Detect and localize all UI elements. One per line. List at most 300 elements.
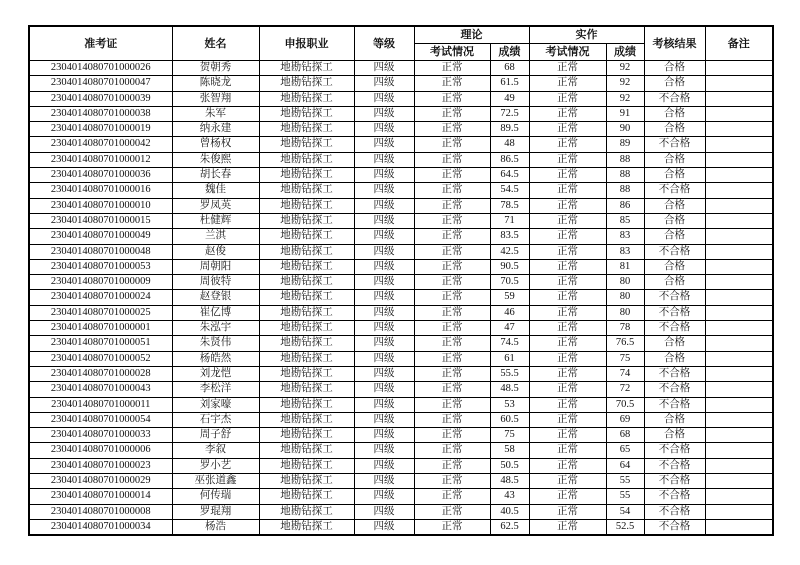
cell-admission-no: 2304014080701000034 xyxy=(29,519,172,535)
cell-theory-exam-status: 正常 xyxy=(414,183,490,198)
cell-theory-exam-status: 正常 xyxy=(414,259,490,274)
cell-occupation: 地勘钻探工 xyxy=(259,321,354,336)
cell-name: 胡长春 xyxy=(172,168,259,183)
cell-name: 张智翔 xyxy=(172,91,259,106)
cell-admission-no: 2304014080701000039 xyxy=(29,91,172,106)
table-row xyxy=(29,168,773,183)
cell-admission-no: 2304014080701000048 xyxy=(29,244,172,259)
cell-result: 不合格 xyxy=(644,489,705,504)
cell-practical-exam-status: 正常 xyxy=(529,152,606,167)
cell-occupation: 地勘钻探工 xyxy=(259,76,354,91)
cell-name: 杨浩 xyxy=(172,519,259,535)
cell-name: 李叙 xyxy=(172,443,259,458)
cell-practical-exam-status: 正常 xyxy=(529,519,606,535)
cell-remarks xyxy=(705,152,773,167)
cell-theory-exam-status: 正常 xyxy=(414,76,490,91)
cell-result: 合格 xyxy=(644,76,705,91)
header-row-top xyxy=(29,26,773,44)
cell-remarks xyxy=(705,366,773,381)
cell-practical-exam-status: 正常 xyxy=(529,489,606,504)
cell-admission-no: 2304014080701000025 xyxy=(29,305,172,320)
table-row xyxy=(29,336,773,351)
cell-occupation: 地勘钻探工 xyxy=(259,152,354,167)
cell-result: 合格 xyxy=(644,412,705,427)
cell-name: 杨皓然 xyxy=(172,351,259,366)
cell-practical-exam-status: 正常 xyxy=(529,382,606,397)
cell-remarks xyxy=(705,351,773,366)
cell-level: 四级 xyxy=(354,137,414,152)
cell-occupation: 地勘钻探工 xyxy=(259,229,354,244)
cell-theory-exam-status: 正常 xyxy=(414,61,490,76)
cell-name: 朱泓宇 xyxy=(172,321,259,336)
cell-remarks xyxy=(705,183,773,198)
table-row xyxy=(29,412,773,427)
cell-result: 合格 xyxy=(644,351,705,366)
table-header xyxy=(29,26,773,61)
cell-occupation: 地勘钻探工 xyxy=(259,198,354,213)
cell-practical-exam-status: 正常 xyxy=(529,428,606,443)
cell-level: 四级 xyxy=(354,244,414,259)
cell-occupation: 地勘钻探工 xyxy=(259,474,354,489)
table-row xyxy=(29,305,773,320)
cell-theory-score: 48.5 xyxy=(490,474,529,489)
cell-theory-score: 68 xyxy=(490,61,529,76)
cell-practical-exam-status: 正常 xyxy=(529,412,606,427)
cell-practical-exam-status: 正常 xyxy=(529,61,606,76)
cell-occupation: 地勘钻探工 xyxy=(259,91,354,106)
cell-theory-exam-status: 正常 xyxy=(414,412,490,427)
cell-practical-score: 88 xyxy=(606,168,644,183)
cell-theory-score: 78.5 xyxy=(490,198,529,213)
cell-admission-no: 2304014080701000006 xyxy=(29,443,172,458)
cell-occupation: 地勘钻探工 xyxy=(259,428,354,443)
table-body xyxy=(29,61,773,536)
cell-theory-score: 70.5 xyxy=(490,275,529,290)
cell-theory-exam-status: 正常 xyxy=(414,137,490,152)
cell-result: 不合格 xyxy=(644,290,705,305)
cell-practical-exam-status: 正常 xyxy=(529,244,606,259)
cell-level: 四级 xyxy=(354,336,414,351)
cell-occupation: 地勘钻探工 xyxy=(259,489,354,504)
cell-theory-exam-status: 正常 xyxy=(414,366,490,381)
cell-result: 不合格 xyxy=(644,443,705,458)
cell-theory-exam-status: 正常 xyxy=(414,519,490,535)
cell-result: 不合格 xyxy=(644,244,705,259)
cell-admission-no: 2304014080701000009 xyxy=(29,275,172,290)
cell-practical-exam-status: 正常 xyxy=(529,91,606,106)
cell-admission-no: 2304014080701000029 xyxy=(29,474,172,489)
cell-admission-no: 2304014080701000012 xyxy=(29,152,172,167)
cell-occupation: 地勘钻探工 xyxy=(259,366,354,381)
cell-level: 四级 xyxy=(354,229,414,244)
cell-name: 罗凤英 xyxy=(172,198,259,213)
cell-occupation: 地勘钻探工 xyxy=(259,519,354,535)
cell-name: 周朝阳 xyxy=(172,259,259,274)
col-header-practical-group: 实作 xyxy=(529,26,644,44)
cell-practical-exam-status: 正常 xyxy=(529,504,606,519)
cell-level: 四级 xyxy=(354,259,414,274)
col-header-occupation: 申报职业 xyxy=(259,26,354,61)
cell-name: 巫张道鑫 xyxy=(172,474,259,489)
cell-theory-exam-status: 正常 xyxy=(414,213,490,228)
cell-practical-score: 91 xyxy=(606,106,644,121)
cell-theory-score: 71 xyxy=(490,213,529,228)
cell-admission-no: 2304014080701000024 xyxy=(29,290,172,305)
cell-remarks xyxy=(705,305,773,320)
table-row xyxy=(29,458,773,473)
cell-level: 四级 xyxy=(354,168,414,183)
cell-admission-no: 2304014080701000026 xyxy=(29,61,172,76)
cell-level: 四级 xyxy=(354,122,414,137)
cell-remarks xyxy=(705,443,773,458)
cell-name: 朱贤伟 xyxy=(172,336,259,351)
cell-theory-score: 49 xyxy=(490,91,529,106)
cell-level: 四级 xyxy=(354,183,414,198)
cell-occupation: 地勘钻探工 xyxy=(259,183,354,198)
cell-name: 赵俊 xyxy=(172,244,259,259)
cell-remarks xyxy=(705,198,773,213)
cell-theory-score: 72.5 xyxy=(490,106,529,121)
cell-practical-score: 68 xyxy=(606,428,644,443)
cell-name: 石宇杰 xyxy=(172,412,259,427)
cell-practical-exam-status: 正常 xyxy=(529,366,606,381)
cell-occupation: 地勘钻探工 xyxy=(259,213,354,228)
cell-level: 四级 xyxy=(354,305,414,320)
cell-practical-exam-status: 正常 xyxy=(529,321,606,336)
cell-theory-exam-status: 正常 xyxy=(414,504,490,519)
cell-result: 不合格 xyxy=(644,397,705,412)
cell-remarks xyxy=(705,259,773,274)
cell-admission-no: 2304014080701000033 xyxy=(29,428,172,443)
cell-remarks xyxy=(705,122,773,137)
cell-remarks xyxy=(705,244,773,259)
cell-admission-no: 2304014080701000049 xyxy=(29,229,172,244)
cell-remarks xyxy=(705,229,773,244)
cell-practical-score: 55 xyxy=(606,489,644,504)
cell-practical-score: 81 xyxy=(606,259,644,274)
cell-remarks xyxy=(705,519,773,535)
cell-admission-no: 2304014080701000053 xyxy=(29,259,172,274)
cell-practical-score: 86 xyxy=(606,198,644,213)
cell-name: 刘家嚎 xyxy=(172,397,259,412)
cell-practical-exam-status: 正常 xyxy=(529,183,606,198)
cell-admission-no: 2304014080701000052 xyxy=(29,351,172,366)
cell-theory-exam-status: 正常 xyxy=(414,489,490,504)
table-row xyxy=(29,61,773,76)
cell-practical-exam-status: 正常 xyxy=(529,305,606,320)
cell-name: 朱军 xyxy=(172,106,259,121)
cell-level: 四级 xyxy=(354,91,414,106)
cell-occupation: 地勘钻探工 xyxy=(259,397,354,412)
cell-practical-score: 54 xyxy=(606,504,644,519)
cell-practical-score: 92 xyxy=(606,76,644,91)
table-row xyxy=(29,244,773,259)
cell-theory-score: 54.5 xyxy=(490,183,529,198)
cell-admission-no: 2304014080701000016 xyxy=(29,183,172,198)
cell-admission-no: 2304014080701000038 xyxy=(29,106,172,121)
cell-practical-score: 78 xyxy=(606,321,644,336)
cell-practical-score: 70.5 xyxy=(606,397,644,412)
cell-result: 合格 xyxy=(644,275,705,290)
cell-theory-score: 59 xyxy=(490,290,529,305)
cell-practical-exam-status: 正常 xyxy=(529,229,606,244)
cell-result: 不合格 xyxy=(644,366,705,381)
cell-remarks xyxy=(705,458,773,473)
table-row xyxy=(29,382,773,397)
cell-practical-score: 88 xyxy=(606,183,644,198)
cell-name: 兰淇 xyxy=(172,229,259,244)
cell-theory-score: 64.5 xyxy=(490,168,529,183)
cell-theory-score: 62.5 xyxy=(490,519,529,535)
cell-theory-score: 46 xyxy=(490,305,529,320)
cell-admission-no: 2304014080701000023 xyxy=(29,458,172,473)
cell-remarks xyxy=(705,213,773,228)
table-row xyxy=(29,321,773,336)
table-row xyxy=(29,290,773,305)
cell-name: 周彼特 xyxy=(172,275,259,290)
cell-practical-score: 69 xyxy=(606,412,644,427)
cell-result: 合格 xyxy=(644,259,705,274)
cell-practical-score: 92 xyxy=(606,61,644,76)
cell-remarks xyxy=(705,61,773,76)
cell-result: 不合格 xyxy=(644,183,705,198)
cell-theory-score: 60.5 xyxy=(490,412,529,427)
col-header-remarks: 备注 xyxy=(705,26,773,61)
cell-name: 罗小艺 xyxy=(172,458,259,473)
cell-level: 四级 xyxy=(354,443,414,458)
table-row xyxy=(29,106,773,121)
cell-level: 四级 xyxy=(354,504,414,519)
table-row xyxy=(29,183,773,198)
table-row xyxy=(29,428,773,443)
cell-result: 不合格 xyxy=(644,305,705,320)
cell-theory-exam-status: 正常 xyxy=(414,106,490,121)
cell-theory-score: 48.5 xyxy=(490,382,529,397)
cell-theory-exam-status: 正常 xyxy=(414,275,490,290)
col-header-theory-exam-status: 考试情况 xyxy=(414,44,490,61)
cell-practical-score: 83 xyxy=(606,244,644,259)
cell-level: 四级 xyxy=(354,474,414,489)
cell-level: 四级 xyxy=(354,428,414,443)
cell-level: 四级 xyxy=(354,61,414,76)
cell-practical-exam-status: 正常 xyxy=(529,213,606,228)
cell-occupation: 地勘钻探工 xyxy=(259,61,354,76)
cell-theory-exam-status: 正常 xyxy=(414,428,490,443)
cell-practical-score: 85 xyxy=(606,213,644,228)
cell-level: 四级 xyxy=(354,412,414,427)
cell-level: 四级 xyxy=(354,489,414,504)
cell-remarks xyxy=(705,168,773,183)
cell-name: 纳永建 xyxy=(172,122,259,137)
cell-name: 曾杨权 xyxy=(172,137,259,152)
cell-practical-score: 80 xyxy=(606,305,644,320)
cell-practical-exam-status: 正常 xyxy=(529,122,606,137)
cell-theory-exam-status: 正常 xyxy=(414,458,490,473)
cell-theory-score: 47 xyxy=(490,321,529,336)
cell-remarks xyxy=(705,489,773,504)
col-header-practical-score: 成绩 xyxy=(606,44,644,61)
cell-name: 崔亿博 xyxy=(172,305,259,320)
table-row xyxy=(29,351,773,366)
cell-level: 四级 xyxy=(354,198,414,213)
cell-theory-exam-status: 正常 xyxy=(414,168,490,183)
cell-theory-score: 90.5 xyxy=(490,259,529,274)
cell-practical-exam-status: 正常 xyxy=(529,275,606,290)
cell-admission-no: 2304014080701000019 xyxy=(29,122,172,137)
cell-name: 罗琨翔 xyxy=(172,504,259,519)
col-header-theory-score: 成绩 xyxy=(490,44,529,61)
cell-level: 四级 xyxy=(354,213,414,228)
cell-occupation: 地勘钻探工 xyxy=(259,259,354,274)
cell-practical-score: 65 xyxy=(606,443,644,458)
cell-practical-exam-status: 正常 xyxy=(529,259,606,274)
cell-admission-no: 2304014080701000042 xyxy=(29,137,172,152)
table-row xyxy=(29,504,773,519)
cell-result: 合格 xyxy=(644,106,705,121)
cell-name: 李松洋 xyxy=(172,382,259,397)
cell-admission-no: 2304014080701000054 xyxy=(29,412,172,427)
cell-name: 周子舒 xyxy=(172,428,259,443)
cell-practical-score: 64 xyxy=(606,458,644,473)
cell-remarks xyxy=(705,382,773,397)
cell-practical-exam-status: 正常 xyxy=(529,106,606,121)
cell-result: 合格 xyxy=(644,168,705,183)
cell-theory-exam-status: 正常 xyxy=(414,321,490,336)
cell-theory-score: 75 xyxy=(490,428,529,443)
cell-level: 四级 xyxy=(354,152,414,167)
cell-theory-score: 42.5 xyxy=(490,244,529,259)
cell-admission-no: 2304014080701000011 xyxy=(29,397,172,412)
col-header-level: 等级 xyxy=(354,26,414,61)
cell-remarks xyxy=(705,412,773,427)
cell-theory-score: 48 xyxy=(490,137,529,152)
cell-remarks xyxy=(705,137,773,152)
cell-name: 刘龙恺 xyxy=(172,366,259,381)
table-row xyxy=(29,76,773,91)
cell-occupation: 地勘钻探工 xyxy=(259,458,354,473)
cell-theory-exam-status: 正常 xyxy=(414,152,490,167)
cell-theory-score: 40.5 xyxy=(490,504,529,519)
cell-result: 合格 xyxy=(644,198,705,213)
cell-practical-score: 80 xyxy=(606,275,644,290)
cell-occupation: 地勘钻探工 xyxy=(259,305,354,320)
table-row xyxy=(29,489,773,504)
cell-theory-exam-status: 正常 xyxy=(414,336,490,351)
cell-level: 四级 xyxy=(354,290,414,305)
cell-theory-exam-status: 正常 xyxy=(414,290,490,305)
col-header-theory-group: 理论 xyxy=(414,26,529,44)
cell-practical-score: 52.5 xyxy=(606,519,644,535)
cell-admission-no: 2304014080701000008 xyxy=(29,504,172,519)
cell-result: 不合格 xyxy=(644,137,705,152)
cell-result: 不合格 xyxy=(644,382,705,397)
cell-theory-score: 61.5 xyxy=(490,76,529,91)
exam-results-table xyxy=(28,25,774,536)
cell-result: 合格 xyxy=(644,213,705,228)
cell-admission-no: 2304014080701000028 xyxy=(29,366,172,381)
cell-practical-score: 75 xyxy=(606,351,644,366)
cell-admission-no: 2304014080701000001 xyxy=(29,321,172,336)
table-row xyxy=(29,229,773,244)
cell-practical-score: 92 xyxy=(606,91,644,106)
cell-remarks xyxy=(705,275,773,290)
cell-level: 四级 xyxy=(354,458,414,473)
cell-remarks xyxy=(705,428,773,443)
cell-admission-no: 2304014080701000047 xyxy=(29,76,172,91)
cell-result: 合格 xyxy=(644,122,705,137)
cell-theory-score: 89.5 xyxy=(490,122,529,137)
cell-practical-exam-status: 正常 xyxy=(529,290,606,305)
cell-practical-score: 89 xyxy=(606,137,644,152)
table-row xyxy=(29,198,773,213)
cell-result: 合格 xyxy=(644,428,705,443)
cell-theory-score: 55.5 xyxy=(490,366,529,381)
cell-result: 不合格 xyxy=(644,458,705,473)
cell-result: 合格 xyxy=(644,152,705,167)
table-row xyxy=(29,275,773,290)
cell-practical-exam-status: 正常 xyxy=(529,336,606,351)
cell-level: 四级 xyxy=(354,397,414,412)
cell-practical-exam-status: 正常 xyxy=(529,443,606,458)
cell-level: 四级 xyxy=(354,76,414,91)
cell-occupation: 地勘钻探工 xyxy=(259,504,354,519)
table-row xyxy=(29,91,773,106)
cell-remarks xyxy=(705,474,773,489)
cell-occupation: 地勘钻探工 xyxy=(259,275,354,290)
cell-theory-score: 86.5 xyxy=(490,152,529,167)
cell-result: 合格 xyxy=(644,61,705,76)
cell-theory-score: 74.5 xyxy=(490,336,529,351)
cell-practical-exam-status: 正常 xyxy=(529,76,606,91)
cell-name: 杜健辉 xyxy=(172,213,259,228)
cell-theory-score: 61 xyxy=(490,351,529,366)
cell-occupation: 地勘钻探工 xyxy=(259,122,354,137)
cell-theory-score: 83.5 xyxy=(490,229,529,244)
cell-occupation: 地勘钻探工 xyxy=(259,244,354,259)
cell-practical-score: 90 xyxy=(606,122,644,137)
col-header-practical-exam-status: 考试情况 xyxy=(529,44,606,61)
cell-practical-exam-status: 正常 xyxy=(529,474,606,489)
cell-theory-exam-status: 正常 xyxy=(414,443,490,458)
cell-level: 四级 xyxy=(354,351,414,366)
col-header-name: 姓名 xyxy=(172,26,259,61)
cell-remarks xyxy=(705,76,773,91)
cell-remarks xyxy=(705,504,773,519)
cell-admission-no: 2304014080701000051 xyxy=(29,336,172,351)
cell-admission-no: 2304014080701000014 xyxy=(29,489,172,504)
table-row xyxy=(29,474,773,489)
cell-practical-exam-status: 正常 xyxy=(529,198,606,213)
cell-result: 不合格 xyxy=(644,519,705,535)
cell-theory-exam-status: 正常 xyxy=(414,91,490,106)
table-row xyxy=(29,443,773,458)
table-row xyxy=(29,152,773,167)
cell-result: 合格 xyxy=(644,336,705,351)
cell-practical-exam-status: 正常 xyxy=(529,458,606,473)
cell-admission-no: 2304014080701000015 xyxy=(29,213,172,228)
cell-remarks xyxy=(705,397,773,412)
cell-occupation: 地勘钻探工 xyxy=(259,137,354,152)
cell-admission-no: 2304014080701000043 xyxy=(29,382,172,397)
cell-theory-exam-status: 正常 xyxy=(414,244,490,259)
cell-theory-exam-status: 正常 xyxy=(414,229,490,244)
table-row xyxy=(29,397,773,412)
cell-theory-score: 58 xyxy=(490,443,529,458)
cell-practical-score: 72 xyxy=(606,382,644,397)
cell-occupation: 地勘钻探工 xyxy=(259,443,354,458)
cell-remarks xyxy=(705,106,773,121)
cell-admission-no: 2304014080701000010 xyxy=(29,198,172,213)
